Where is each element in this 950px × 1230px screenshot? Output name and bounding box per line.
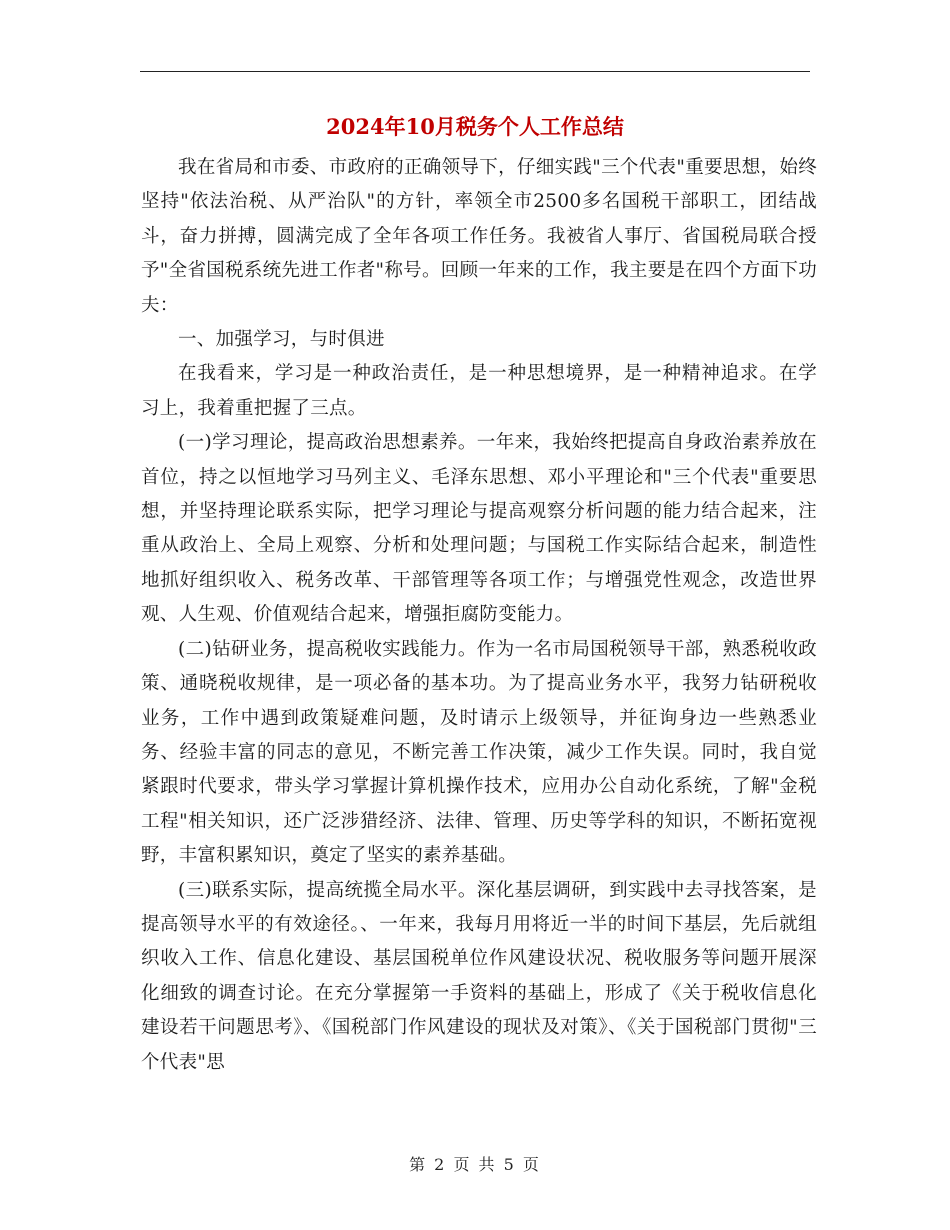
paragraph-study: 在我看来，学习是一种政治责任，是一种思想境界，是一种精神追求。在学习上，我着重把握了三点。 xyxy=(141,363,817,419)
header-rule xyxy=(140,71,810,72)
paragraph-practice: (三)联系实际，提高统揽全局水平。深化基层调研，到实践中去寻找答案，是提高领导水平的有效途径。、一年来，我每月用将近一半的时间下基层，先后就组织收入工作、信息化建设、基层国税单位作风建设状况、税收服务等问题开展深化细致的调查讨论。在充分掌握第一手资料的基础上，形成了《关于税收信息化建设若干问题思考》、《国税部门作风建设的现状及对策》、《关于国税部门贯彻"三个代表"思 xyxy=(141,879,817,1073)
document-title: 2024年10月税务个人工作总结 xyxy=(326,114,624,139)
section-heading-1: 一、加强学习，与时俱进 xyxy=(178,329,385,351)
paragraph-intro: 我在省局和市委、市政府的正确领导下，仔细实践"三个代表"重要思想，始终坚持"依法治税、从严治队"的方针，率领全市2500多名国税干部职工，团结战斗，奋力拼搏，圆满完成了全年各项工作任务。我被省人事厅、省国税局联合授予"全省国税系统先进工作者"称号。回顾一年来的工作，我主要是在四个方面下功夫： xyxy=(141,157,817,316)
paragraph-business: (二)钻研业务，提高税收实践能力。作为一名市局国税领导干部，熟悉税收政策、通晓税收规律，是一项必备的基本功。为了提高业务水平，我努力钻研税收业务，工作中遇到政策疑难问题，及时请示上级领导，并征询身边一些熟悉业务、经验丰富的同志的意见，不断完善工作决策，减少工作失误。同时，我自觉紧跟时代要求，带头学习掌握计算机操作技术，应用办公自动化系统，了解"金税工程"相关知识，还广泛涉猎经济、法律、管理、历史等学科的知识，不断拓宽视野，丰富积累知识，奠定了坚实的素养基础。 xyxy=(141,638,817,867)
page-number-footer: 第 2 页 共 5 页 xyxy=(409,1155,541,1174)
document-body xyxy=(141,151,817,1080)
paragraph-theory: (一)学习理论，提高政治思想素养。一年来，我始终把提高自身政治素养放在首位，持之以恒地学习马列主义、毛泽东思想、邓小平理论和"三个代表"重要思想，并坚持理论联系实际，把学习理论与提高观察分析问题的能力结合起来，注重从政治上、全局上观察、分析和处理问题；与国税工作实际结合起来，制造性地抓好组织收入、税务改革、干部管理等各项工作；与增强党性观念，改造世界观、人生观、价值观结合起来，增强拒腐防变能力。 xyxy=(141,432,817,626)
